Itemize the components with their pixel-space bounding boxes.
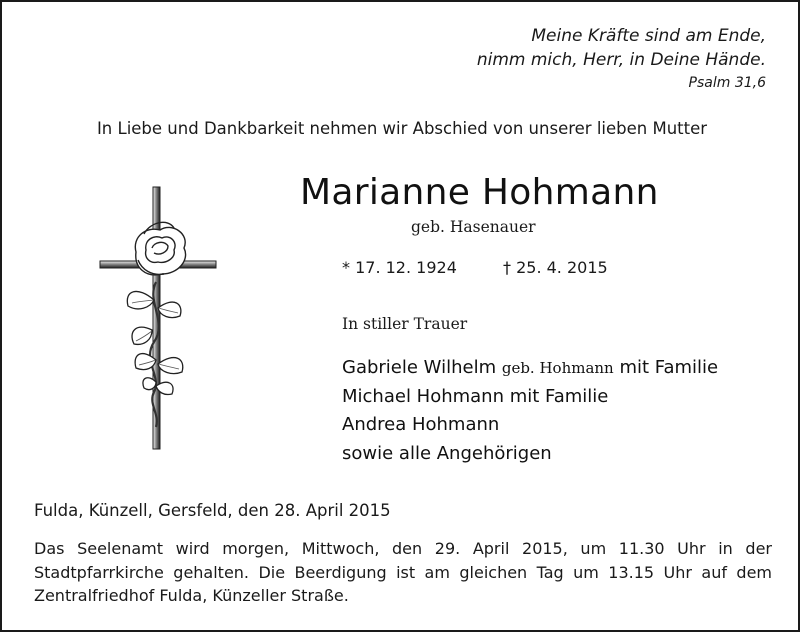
birth-date: * 17. 12. 1924 (342, 258, 457, 277)
verse-line-2: nimm mich, Herr, in Deine Hände. (476, 50, 766, 70)
mourner-3: Andrea Hohmann (342, 414, 500, 435)
place-date: Fulda, Künzell, Gersfeld, den 28. April 2015 (34, 501, 391, 520)
mourners-list (342, 354, 718, 468)
mourner-1 (342, 354, 718, 383)
funeral-notice: Das Seelenamt wird morgen, Mittwoch, den 29. April 2015, um 11.30 Uhr in der Stadtpfarrkirche gehalten. Die Beerdigung ist am gleichen Tag um 13.15 Uhr auf dem Zentralfriedhof Fulda, Künzeller Straße. (34, 539, 772, 605)
verse-line-1: Meine Kräfte sind am Ende, (531, 26, 766, 46)
mourner-1-suffix: mit Familie (619, 357, 719, 378)
deceased-name: Marianne Hohmann (300, 172, 659, 213)
mourner-2: Michael Hohmann mit Familie (342, 385, 609, 407)
cross-with-rose-icon (98, 182, 224, 482)
mourner-1-geb: geb. Hohmann (501, 359, 614, 377)
bible-verse (477, 24, 766, 92)
mourner-1-name: Gabriele Wilhelm (342, 357, 497, 378)
mourner-4: sowie alle Angehörigen (342, 442, 552, 464)
maiden-name: geb. Hasenauer (411, 218, 536, 236)
mourning-label: In stiller Trauer (342, 315, 468, 333)
intro-text: In Liebe und Dankbarkeit nehmen wir Abschied von unserer lieben Mutter (96, 119, 708, 138)
death-date: † 25. 4. 2015 (503, 258, 608, 277)
verse-reference: Psalm 31,6 (688, 75, 766, 91)
